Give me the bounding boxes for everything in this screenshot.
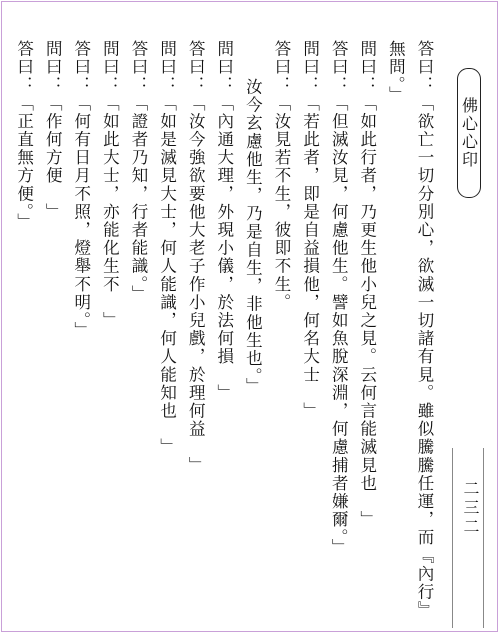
text-column: 答曰：「汝見若不生，彼即不生。 [272,40,291,312]
text-column: 汝今玄慮他生，乃是自生，非他生也。」 [243,78,263,396]
text-column: 答曰：「正直無方便。」 [14,40,34,231]
text-column: 答曰：「證者乃知，行者能識。」 [129,40,148,304]
text-column: 答曰：「欲亡一切分別心，欲滅一切諸有見。雖似騰騰任運，而『內行』 [415,40,434,620]
text-column: 問曰：「若此者，即是自益損他，何名大士 」 [300,40,320,421]
text-column: 無問。」 [386,40,406,105]
text-column: 問曰：「如是滅見大士，何人能識，何人能知也 」 [157,40,177,457]
text-column: 答曰：「何有日月不照，燈舉不明。」 [71,40,91,340]
page-number-box [452,448,484,628]
text-column: 問曰：「如此大士，亦能化生不 」 [100,40,120,330]
text-column: 問曰：「作何方便 」 [43,40,63,221]
page-number: 二三二 [461,480,480,537]
text-column: 問曰：「內通大理，外現小儀，於法何損 」 [214,40,234,402]
book-title-label [457,68,481,198]
text-column: 問曰：「如此行者，乃更生他小兒之見。云何言能滅見也 」 [357,40,377,529]
text-column: 答曰：「汝今強欲要他大老子作小兒戲，於理何益 」 [186,40,206,475]
text-column: 答曰：「但滅汝見，何慮他生。譬如魚脫深淵，何慮捕者嫌爾。」 [329,40,349,557]
book-title-text: 佛心心印 [459,97,479,169]
